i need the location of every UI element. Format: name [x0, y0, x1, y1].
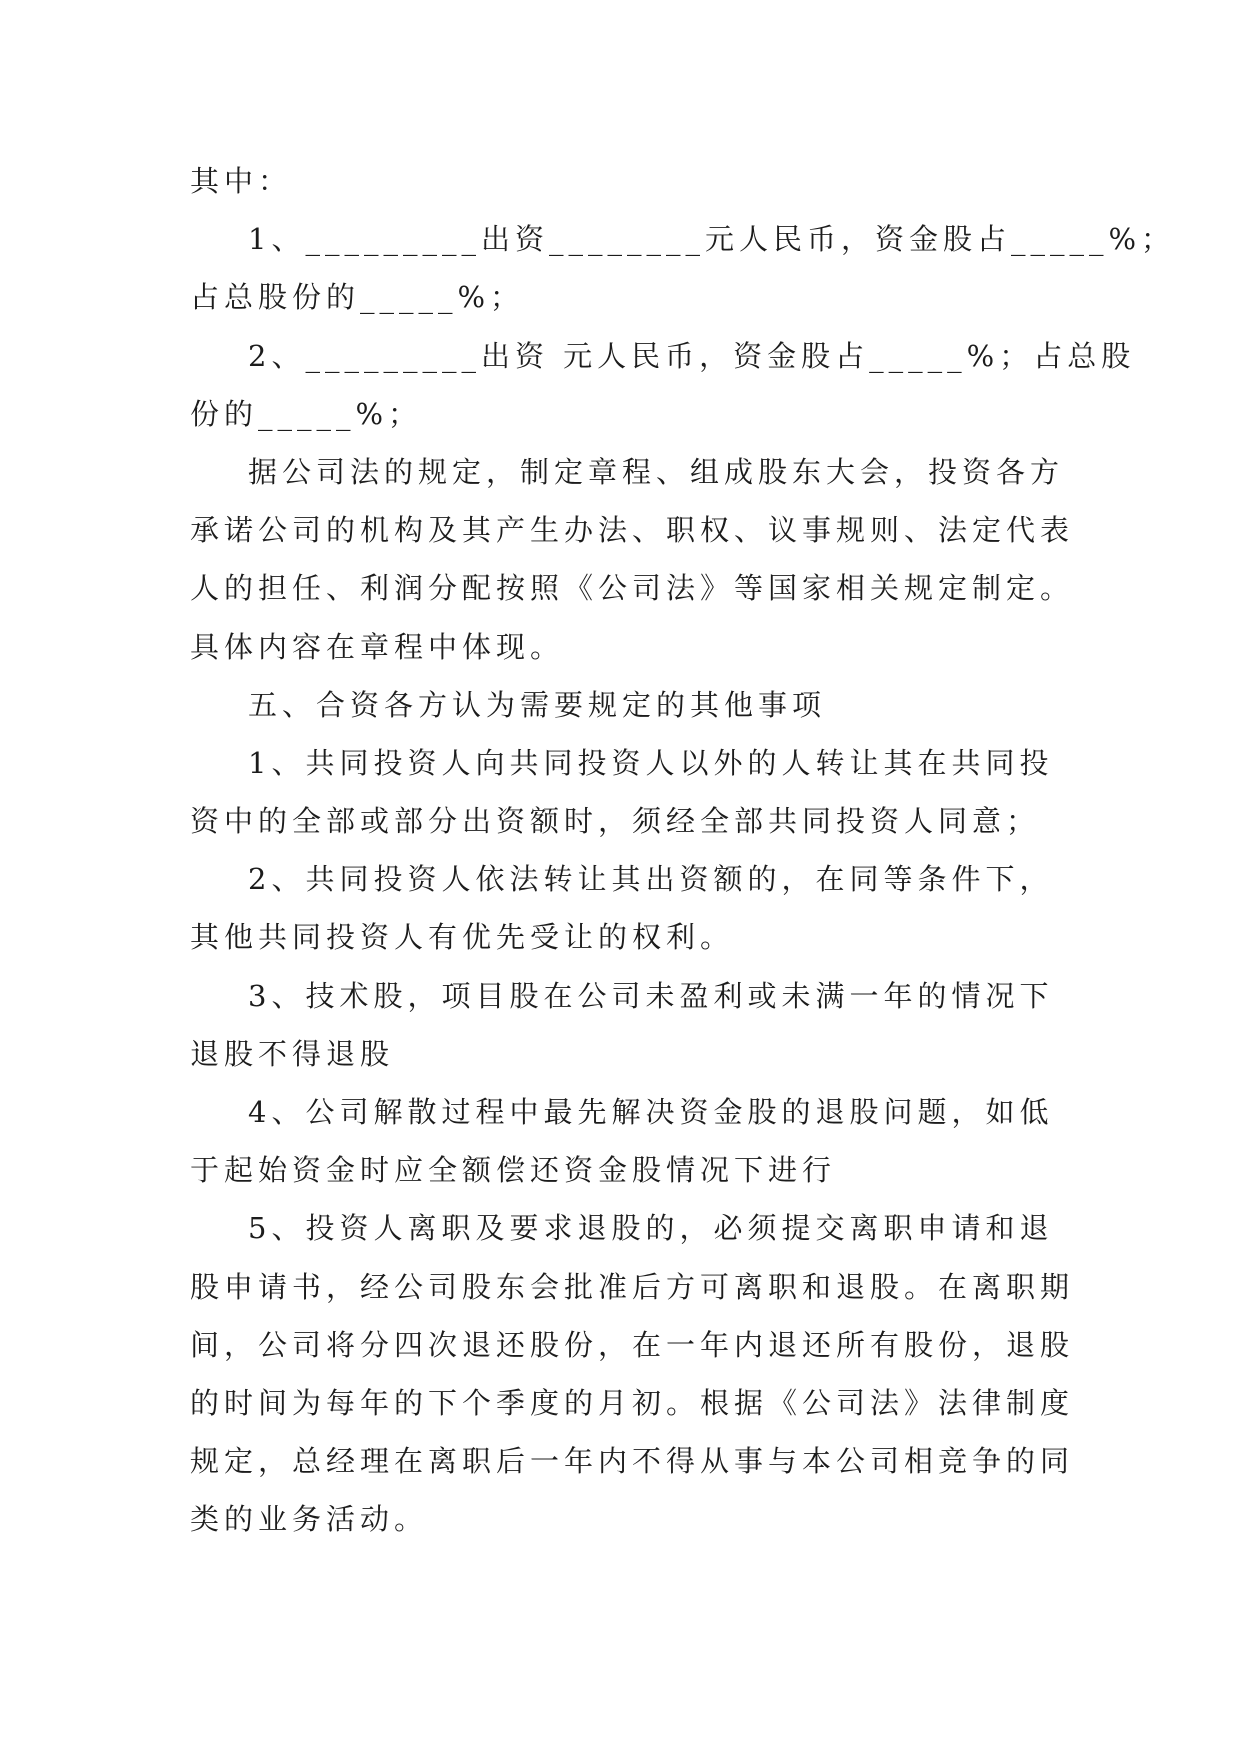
text-line: 股申请书，经公司股东会批准后方可离职和退股。在离职期 [190, 1269, 1075, 1304]
text-line: 的时间为每年的下个季度的月初。根据《公司法》法律制度 [190, 1385, 1075, 1420]
text-line: 资中的全部或部分出资额时，须经全部共同投资人同意； [190, 804, 1041, 839]
text-line: 2、_________出资 元人民币，资金股占_____%；占总股 [248, 338, 1136, 373]
text-line: 1、共同投资人向共同投资人以外的人转让其在共同投 [248, 745, 1054, 780]
text-line: 据公司法的规定，制定章程、组成股东大会，投资各方 [248, 454, 1065, 489]
text-line: 4、公司解散过程中最先解决资金股的退股问题，如低 [248, 1095, 1054, 1129]
text-line: 人的担任、利润分配按照《公司法》等国家相关规定制定。 [190, 571, 1075, 606]
text-line: 1、_________出资________元人民币，资金股占_____%； [248, 222, 1176, 257]
text-line: 占总股份的_____%； [190, 280, 525, 315]
text-line: 份的_____%； [190, 396, 423, 431]
text-line: 类的业务活动。 [190, 1502, 429, 1537]
text-line: 具体内容在章程中体现。 [190, 629, 565, 664]
text-line: 退股不得退股 [190, 1036, 395, 1071]
text-line: 2、共同投资人依法转让其出资额的，在同等条件下， [248, 862, 1054, 897]
text-line: 其中： [190, 164, 293, 198]
text-line: 规定，总经理在离职后一年内不得从事与本公司相竞争的同 [190, 1444, 1075, 1479]
text-line: 5、投资人离职及要求退股的，必须提交离职申请和退 [248, 1211, 1054, 1246]
text-line: 间，公司将分四次退还股份，在一年内退还所有股份，退股 [190, 1327, 1075, 1362]
document-body [190, 152, 1176, 1549]
text-line: 于起始资金时应全额偿还资金股情况下进行 [190, 1153, 837, 1188]
text-line: 3、技术股，项目股在公司未盈利或未满一年的情况下 [248, 978, 1054, 1013]
text-line: 承诺公司的机构及其产生办法、职权、议事规则、法定代表 [190, 513, 1075, 548]
text-line: 其他共同投资人有优先受让的权利。 [190, 920, 735, 955]
section-heading: 五、合资各方认为需要规定的其他事项 [248, 687, 827, 722]
